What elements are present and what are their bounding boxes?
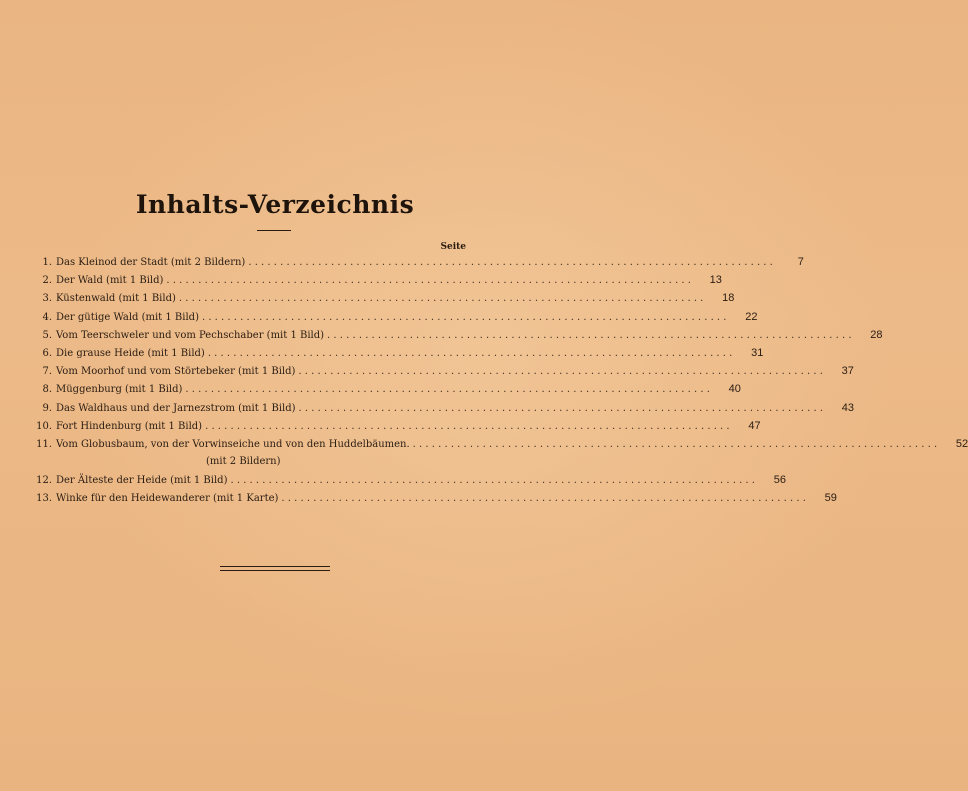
entry-title: Der Älteste der Heide (mit 1 Bild) bbox=[56, 475, 228, 487]
toc-entry bbox=[30, 346, 764, 365]
entry-page: 40 bbox=[728, 383, 741, 396]
toc-entry bbox=[30, 474, 786, 492]
entry-title: Der gütige Wald (mit 1 Bild) bbox=[56, 311, 199, 323]
dot-leader bbox=[299, 403, 824, 414]
entry-number: 13. bbox=[36, 493, 52, 505]
toc-entry bbox=[30, 383, 741, 401]
entry-title: Winke für den Heidewanderer (mit 1 Karte) bbox=[56, 493, 279, 505]
entry-number: 4. bbox=[42, 311, 52, 323]
entry-page: 18 bbox=[722, 292, 735, 305]
entry-page: 28 bbox=[870, 328, 883, 341]
page-column-label: Seite bbox=[440, 242, 466, 252]
entry-title: Küstenwald (mit 1 Bild) bbox=[56, 293, 176, 305]
dot-leader bbox=[179, 293, 704, 304]
entry-number: 11. bbox=[36, 438, 52, 450]
entry-title: Die grause Heide (mit 1 Bild) bbox=[56, 347, 205, 359]
toc-entry bbox=[30, 328, 883, 347]
toc-entry bbox=[30, 256, 804, 274]
table-of-contents bbox=[30, 256, 968, 510]
entry-number: 8. bbox=[42, 384, 52, 396]
closing-double-rule bbox=[220, 566, 330, 571]
entry-title: Der Wald (mit 1 Bild) bbox=[56, 275, 164, 287]
toc-entry bbox=[30, 401, 855, 420]
title-underline bbox=[257, 230, 291, 231]
entry-title: Müggenburg (mit 1 Bild) bbox=[56, 384, 183, 396]
dot-leader bbox=[185, 384, 710, 395]
entry-number: 9. bbox=[42, 402, 52, 414]
toc-entry bbox=[30, 365, 854, 383]
entry-page: 13 bbox=[709, 274, 722, 287]
entry-number: 12. bbox=[36, 475, 52, 487]
page-title: Inhalts-Verzeichnis bbox=[135, 190, 415, 219]
toc-entry bbox=[30, 492, 837, 510]
entry-number: 6. bbox=[42, 347, 52, 359]
dot-leader bbox=[298, 366, 823, 377]
entry-page: 43 bbox=[841, 401, 855, 414]
entry-number: 10. bbox=[36, 420, 52, 432]
entry-page: 22 bbox=[745, 310, 758, 323]
dot-leader bbox=[230, 475, 755, 486]
entry-number: 5. bbox=[42, 329, 52, 341]
toc-entry bbox=[30, 292, 735, 310]
dot-leader bbox=[202, 312, 727, 323]
entry-title: Das Kleinod der Stadt (mit 2 Bildern) bbox=[56, 257, 246, 268]
entry-title: Vom Globusbaum, von der Vorwinseiche und von den Huddelbäumen. bbox=[56, 438, 410, 450]
toc-entry bbox=[30, 437, 968, 456]
entry-number: 1. bbox=[42, 257, 52, 268]
entry-page: 47 bbox=[748, 419, 761, 432]
toc-entry bbox=[30, 274, 722, 292]
toc-entry bbox=[30, 310, 758, 329]
entry-title: Das Waldhaus und der Jarnezstrom (mit 1 Bild) bbox=[56, 402, 296, 414]
entry-page: 56 bbox=[773, 474, 786, 487]
dot-leader bbox=[208, 348, 733, 359]
entry-number: 2. bbox=[42, 275, 52, 287]
dot-leader bbox=[327, 330, 852, 341]
dot-leader bbox=[281, 493, 806, 504]
entry-page: 7 bbox=[797, 256, 804, 268]
entry-title: Vom Moorhof und vom Störtebeker (mit 1 Bild) bbox=[56, 366, 296, 378]
dot-leader bbox=[248, 257, 773, 268]
dot-leader bbox=[205, 421, 730, 432]
entry-title: Vom Teerschweler und vom Pechschaber (mit 1 Bild) bbox=[56, 329, 325, 341]
dot-leader bbox=[166, 275, 691, 286]
entry-number: 7. bbox=[42, 366, 52, 378]
entry-title-continuation: (mit 2 Bildern) bbox=[206, 456, 281, 468]
dot-leader bbox=[413, 439, 938, 450]
entry-title: Fort Hindenburg (mit 1 Bild) bbox=[56, 420, 203, 432]
toc-entry bbox=[30, 419, 761, 438]
entry-page: 52 bbox=[955, 437, 968, 450]
entry-number: 3. bbox=[42, 293, 52, 305]
entry-page: 37 bbox=[841, 365, 854, 378]
entry-page: 59 bbox=[824, 492, 837, 505]
entry-page: 31 bbox=[751, 346, 764, 359]
